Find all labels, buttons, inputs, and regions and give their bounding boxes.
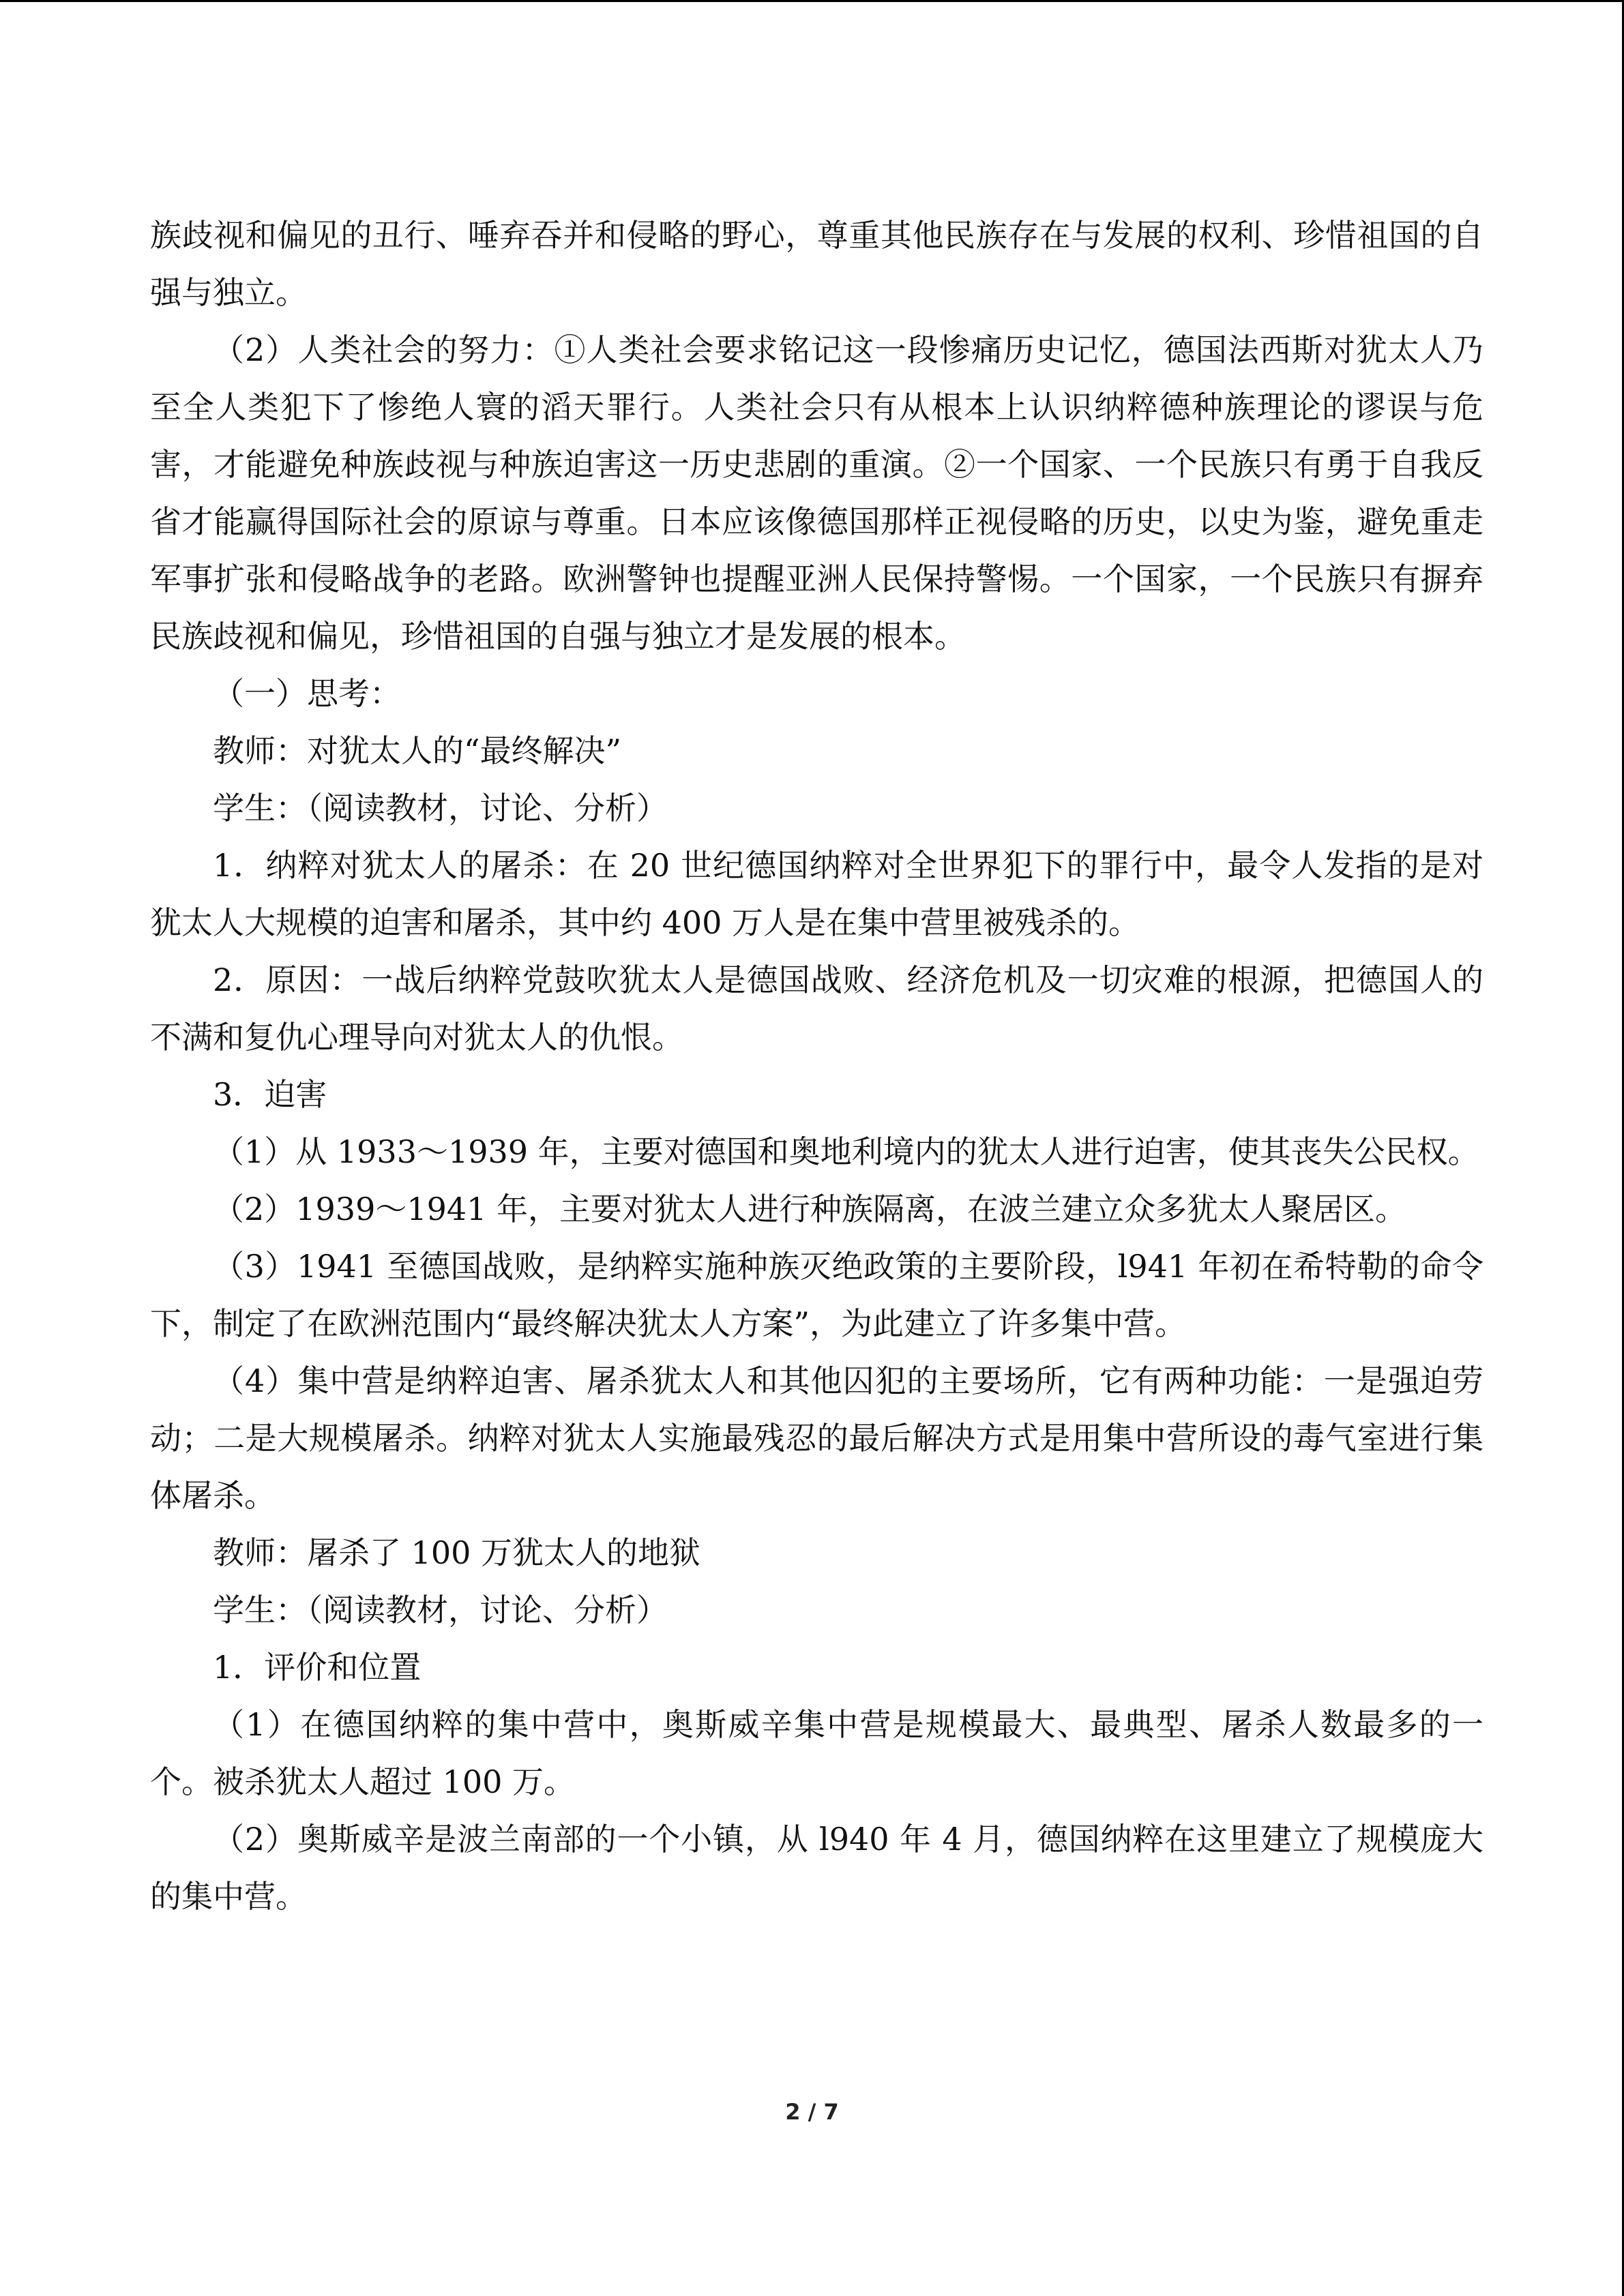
paragraph: （1）在德国纳粹的集中营中，奥斯威辛集中营是规模最大、最典型、屠杀人数最多的一个。被杀犹太人超过 100 万。	[150, 1706, 1483, 1800]
paragraph: 学生：（阅读教材，讨论、分析）	[213, 1592, 668, 1628]
section-heading: （一）思考：	[213, 675, 401, 712]
paragraph: （2）1939～1941 年，主要对犹太人进行种族隔离，在波兰建立众多犹太人聚居区。	[213, 1191, 1407, 1227]
paragraph: （2）人类社会的努力：①人类社会要求铭记这一段惨痛历史记忆，德国法西斯对犹太人乃至全人类犯下了惨绝人寰的滔天罪行。人类社会只有从根本上认识纳粹德种族理论的谬误与危害，才能避免种族歧视与种族迫害这一历史悲剧的重演。②一个国家、一个民族只有勇于自我反省才能赢得国际社会的原谅与尊重。日本应该像德国那样正视侵略的历史，以史为鉴，避免重走军事扩张和侵略战争的老路。欧洲警钟也提醒亚洲人民保持警惕。一个国家，一个民族只有摒弃民族歧视和偏见，珍惜祖国的自强与独立才是发展的根本。	[150, 331, 1483, 655]
paragraph: 族歧视和偏见的丑行、唾弃吞并和侵略的野心，尊重其他民族存在与发展的权利、珍惜祖国的自强与独立。	[150, 217, 1483, 311]
paragraph: 1．评价和位置	[213, 1649, 422, 1686]
document-body	[150, 207, 1483, 1925]
paragraph: （3）1941 至德国战败，是纳粹实施种族灭绝政策的主要阶段，l941 年初在希特勒的命令下，制定了在欧洲范围内“最终解决犹太人方案”，为此建立了许多集中营。	[150, 1248, 1483, 1342]
paragraph: （4）集中营是纳粹迫害、屠杀犹太人和其他囚犯的主要场所，它有两种功能：一是强迫劳动；二是大规模屠杀。纳粹对犹太人实施最残忍的最后解决方式是用集中营所设的毒气室进行集体屠杀。	[150, 1362, 1483, 1514]
paragraph: 教师：屠杀了 100 万犹太人的地狱	[213, 1534, 701, 1571]
page-number: 2 / 7	[785, 2099, 839, 2125]
paragraph: 教师：对犹太人的“最终解决”	[213, 732, 622, 769]
paragraph: 2．原因：一战后纳粹党鼓吹犹太人是德国战败、经济危机及一切灾难的根源，把德国人的不满和复仇心理导向对犹太人的仇恨。	[150, 961, 1483, 1056]
paragraph: 3．迫害	[213, 1076, 327, 1113]
paragraph: （1）从 1933～1939 年，主要对德国和奥地利境内的犹太人进行迫害，使其丧失公民权。	[213, 1133, 1479, 1170]
paragraph: （2）奥斯威辛是波兰南部的一个小镇，从 l940 年 4 月，德国纳粹在这里建立了规模庞大的集中营。	[150, 1821, 1483, 1915]
paragraph: 1．纳粹对犹太人的屠杀：在 20 世纪德国纳粹对全世界犯下的罪行中，最令人发指的是对犹太人大规模的迫害和屠杀，其中约 400 万人是在集中营里被残杀的。	[150, 847, 1483, 941]
paragraph: 学生：（阅读教材，讨论、分析）	[213, 790, 668, 826]
